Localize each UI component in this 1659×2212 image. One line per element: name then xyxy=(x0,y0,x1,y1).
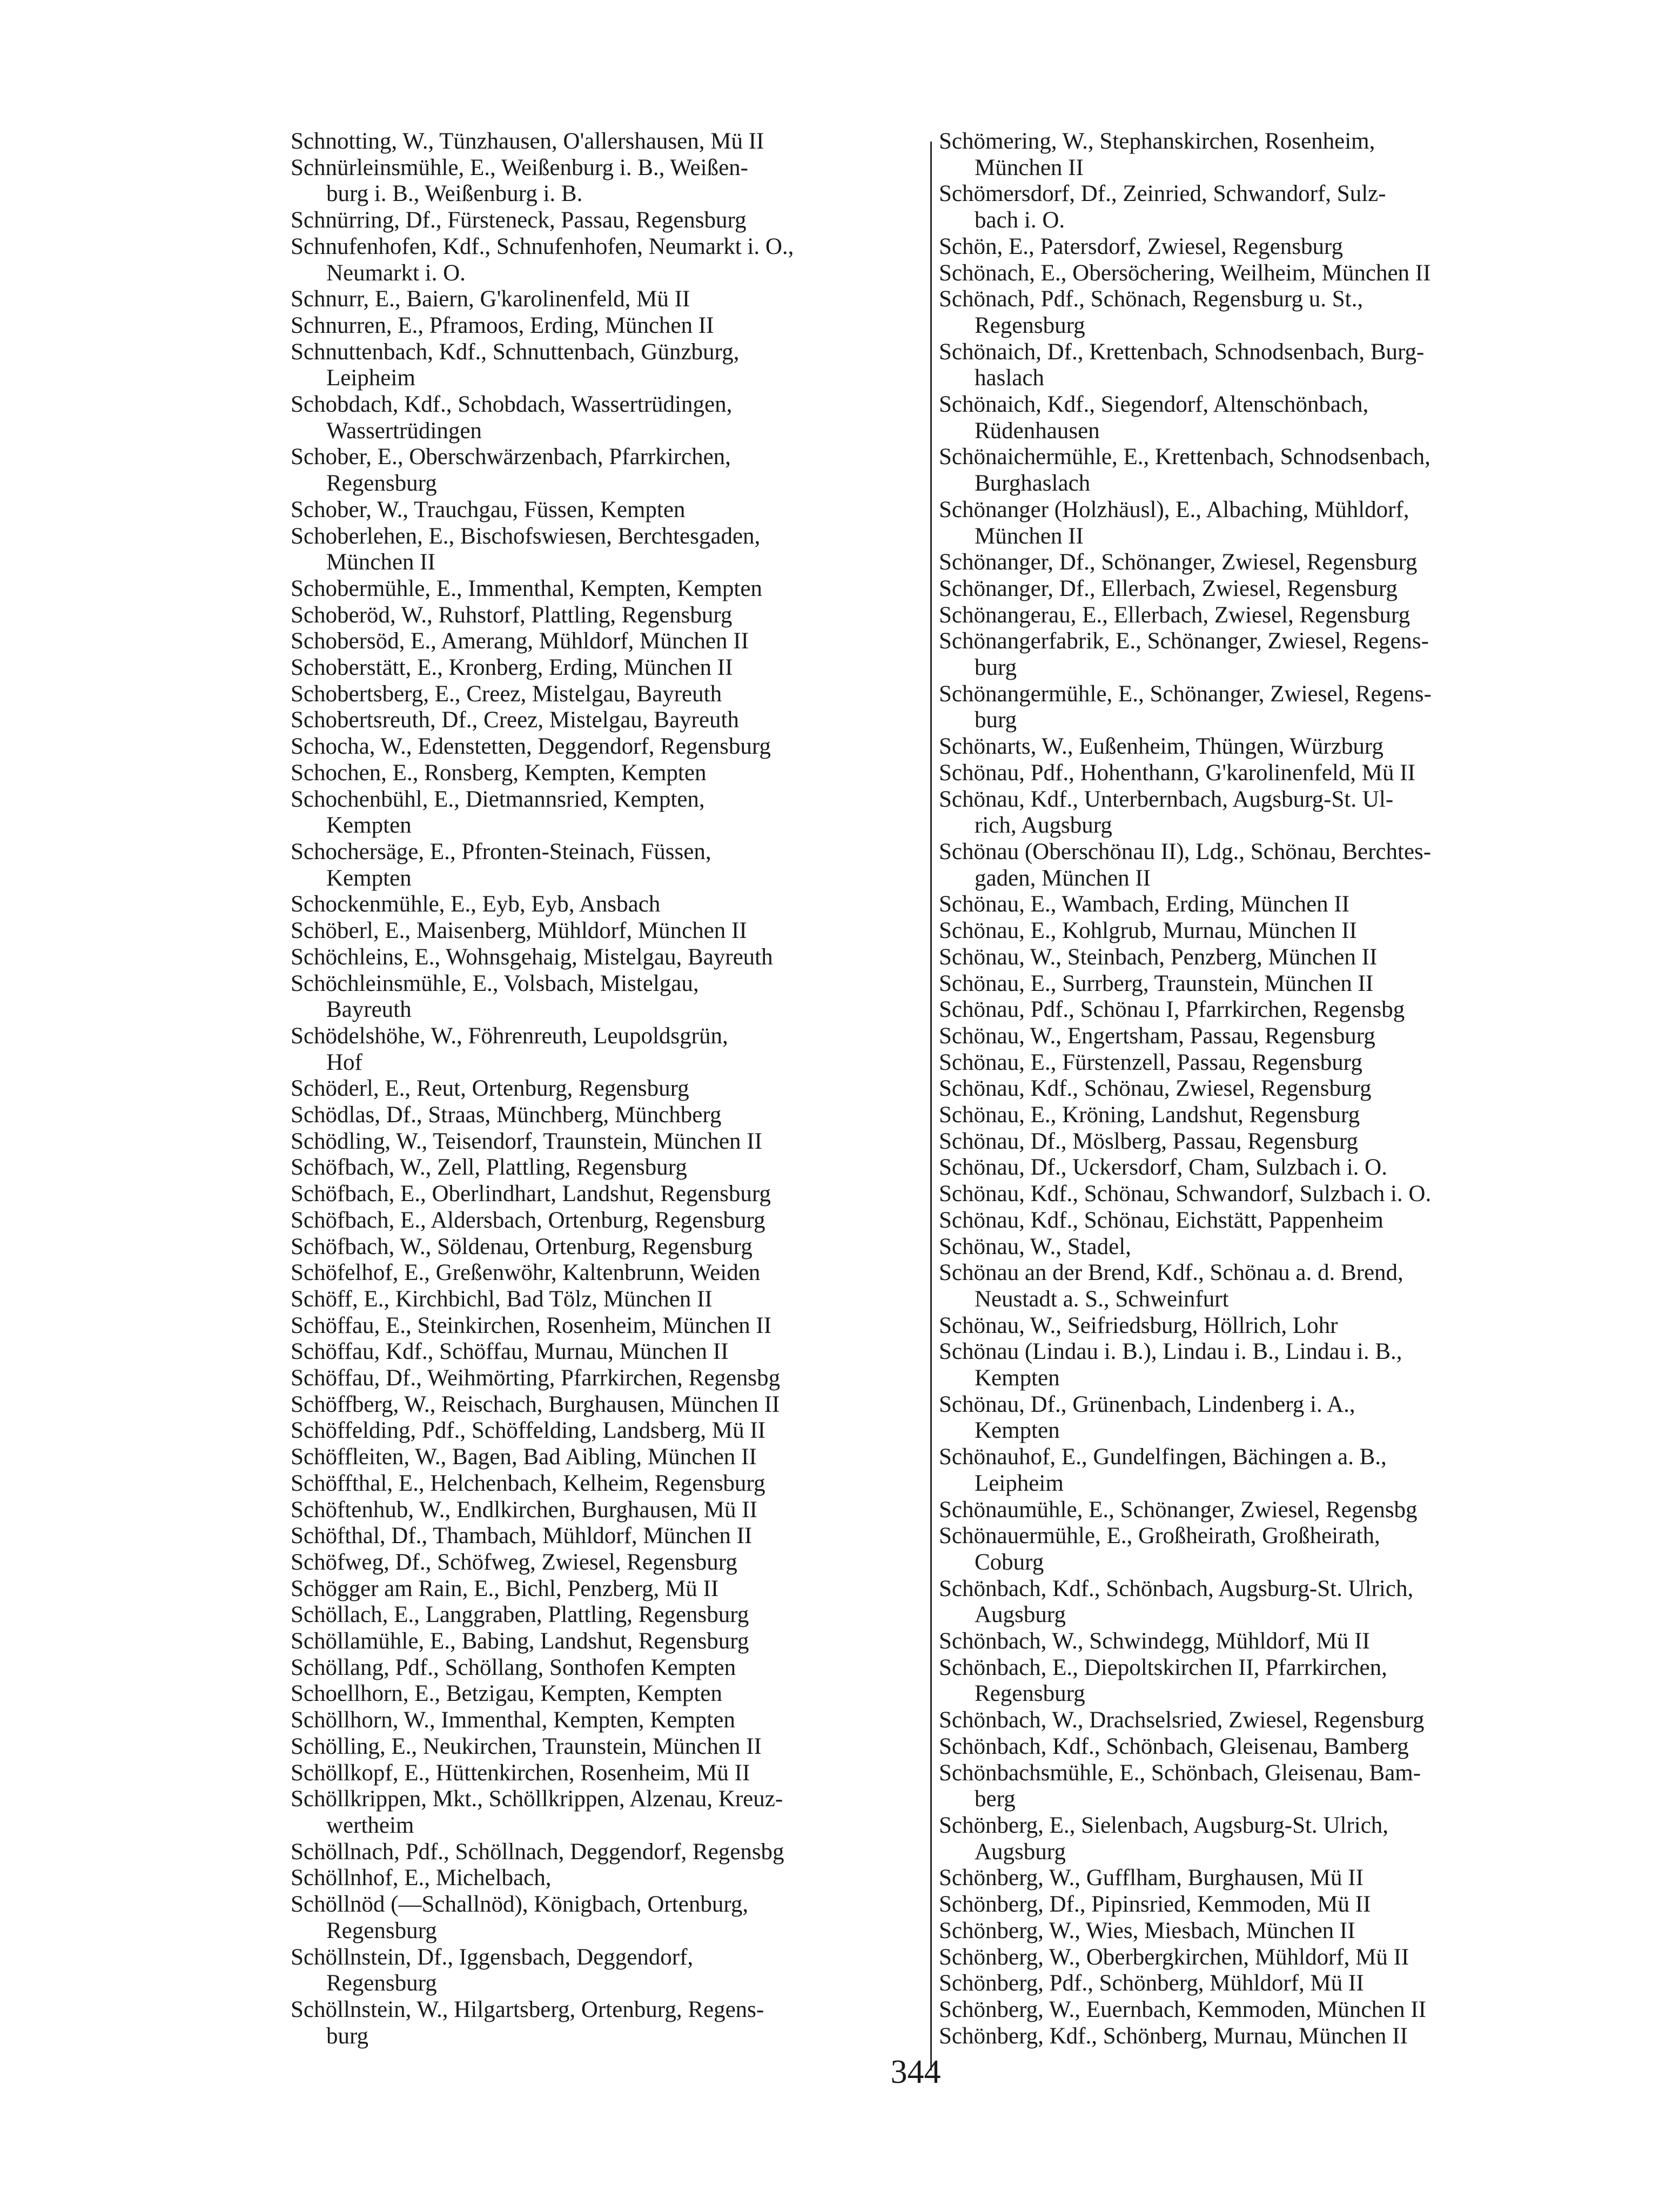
entry-continuation-line: Neumarkt i. O. xyxy=(326,260,466,286)
index-entry xyxy=(939,234,1560,260)
entry-line: Schönbachsmühle, E., Schönbach, Gleisenau, Bam- xyxy=(939,1760,1421,1786)
entry-line: Schöllamühle, E., Babing, Landshut, Regensburg xyxy=(291,1628,749,1654)
index-entry xyxy=(291,1155,923,1181)
entry-continuation-line: rich, Augsburg xyxy=(975,813,1112,839)
entry-line: Schober, E., Oberschwärzenbach, Pfarrkirchen, xyxy=(291,444,731,470)
entry-line: Schnürleinsmühle, E., Weißenburg i. B., Weißen- xyxy=(291,155,748,180)
entry-continuation-line: Augsburg xyxy=(975,1602,1066,1628)
index-entry xyxy=(939,760,1560,787)
entry-continuation-line: Burghaslach xyxy=(975,471,1091,497)
entry-line: Schön, E., Patersdorf, Zwiesel, Regensburg xyxy=(939,233,1343,259)
entry-line: Schöffberg, W., Reischach, Burghausen, München II xyxy=(291,1391,780,1417)
index-entry xyxy=(291,1760,923,1787)
entry-line: Schönau, E., Kröning, Landshut, Regensburg xyxy=(939,1102,1360,1128)
entry-line: Schönbach, Kdf., Schönbach, Augsburg-St. Ulrich, xyxy=(939,1576,1414,1601)
entry-line: Schnürring, Df., Fürsteneck, Passau, Regensburg xyxy=(291,207,747,233)
right-column xyxy=(939,129,1560,2049)
index-entry xyxy=(291,1102,923,1129)
index-entry xyxy=(939,602,1560,629)
entry-line: Schönau, W., Stadel, xyxy=(939,1234,1131,1259)
index-entry xyxy=(939,392,1560,444)
index-entry xyxy=(291,1313,923,1339)
entry-line: Schöftenhub, W., Endlkirchen, Burghausen, Mü II xyxy=(291,1497,757,1523)
index-entry xyxy=(291,207,923,234)
index-entry xyxy=(291,1602,923,1628)
index-entry xyxy=(939,1102,1560,1129)
index-entry xyxy=(939,181,1560,233)
entry-continuation-line: Leipheim xyxy=(326,365,415,391)
entry-line: Schönanger (Holzhäusl), E., Albaching, Mühldorf, xyxy=(939,497,1409,522)
entry-line: Schöllnstein, Df., Iggensbach, Deggendorf, xyxy=(291,1944,694,1970)
index-entry xyxy=(291,602,923,629)
entry-line: Schöffelding, Pdf., Schöffelding, Landsberg, Mü II xyxy=(291,1418,766,1444)
entry-line: Schönauermühle, E., Großheirath, Großheirath, xyxy=(939,1523,1380,1549)
entry-line: Schöllach, E., Langgraben, Plattling, Regensburg xyxy=(291,1602,749,1628)
entry-line: Schockenmühle, E., Eyb, Eyb, Ansbach xyxy=(291,891,661,917)
entry-line: Schönau, E., Wambach, Erding, München II xyxy=(939,891,1349,917)
entry-line: Schönaich, Df., Krettenbach, Schnodsenbach, Burg- xyxy=(939,339,1425,365)
entry-line: Schöfbach, W., Zell, Plattling, Regensburg xyxy=(291,1155,687,1181)
entry-line: Schönanger, Df., Schönanger, Zwiesel, Regensburg xyxy=(939,549,1418,575)
index-entry xyxy=(939,1760,1560,1813)
index-entry xyxy=(291,234,923,286)
entry-line: Schönbach, E., Diepoltskirchen II, Pfarrkirchen, xyxy=(939,1654,1387,1680)
index-entry xyxy=(939,997,1560,1023)
entry-continuation-line: Hof xyxy=(326,1049,362,1075)
index-entry xyxy=(291,1576,923,1603)
entry-line: Schöfweg, Df., Schöfweg, Zwiesel, Regensburg xyxy=(291,1549,737,1575)
entry-line: Schöberl, E., Maisenberg, Mühldorf, München II xyxy=(291,918,747,944)
index-entry xyxy=(939,1523,1560,1576)
entry-line: Schöllnöd (—Schallnöd), Königbach, Ortenburg, xyxy=(291,1892,749,1918)
entry-line: Schöffthal, E., Helchenbach, Kelheim, Regensburg xyxy=(291,1470,765,1496)
entry-line: Schönangermühle, E., Schönanger, Zwiesel, Regens- xyxy=(939,681,1432,707)
entry-line: Schönau, Kdf., Schönau, Zwiesel, Regensburg xyxy=(939,1076,1372,1102)
entry-line: Schöchleinsmühle, E., Volsbach, Mistelgau, xyxy=(291,970,699,996)
entry-line: Schönbach, W., Schwindegg, Mühldorf, Mü II xyxy=(939,1628,1370,1654)
index-entry xyxy=(939,1129,1560,1155)
index-entry xyxy=(291,1234,923,1261)
index-entry xyxy=(939,1707,1560,1734)
index-entry xyxy=(939,944,1560,971)
entry-line: Schönau, W., Seifriedsburg, Höllrich, Lohr xyxy=(939,1312,1338,1338)
entry-line: Schöfelhof, E., Greßenwöhr, Kaltenbrunn, Weiden xyxy=(291,1260,761,1286)
entry-line: Schnufenhofen, Kdf., Schnufenhofen, Neumarkt i. O., xyxy=(291,233,794,259)
entry-continuation-line: bach i. O. xyxy=(975,207,1065,233)
entry-continuation-line: Rüdenhausen xyxy=(975,418,1100,444)
entry-line: Schönau, Df., Möslberg, Passau, Regensburg xyxy=(939,1128,1358,1154)
entry-line: Schöfbach, E., Aldersbach, Ortenburg, Regensburg xyxy=(291,1207,765,1233)
entry-continuation-line: Leipheim xyxy=(975,1470,1064,1496)
index-entry xyxy=(939,1260,1560,1312)
index-entry xyxy=(939,260,1560,287)
index-entry xyxy=(291,1707,923,1734)
entry-line: Schödelshöhe, W., Föhrenreuth, Leupoldsgrün, xyxy=(291,1023,728,1049)
index-entry xyxy=(291,944,923,971)
index-entry xyxy=(291,1023,923,1076)
entry-line: Schönangerau, E., Ellerbach, Zwiesel, Regensburg xyxy=(939,602,1411,628)
entry-line: Schoberöd, W., Ruhstorf, Plattling, Regensburg xyxy=(291,602,733,628)
index-entry xyxy=(939,1076,1560,1102)
entry-line: Schönaich, Kdf., Siegendorf, Altenschönbach, xyxy=(939,392,1369,418)
index-entry xyxy=(939,1865,1560,1892)
index-entry xyxy=(939,2023,1560,2050)
index-entry xyxy=(939,891,1560,918)
entry-line: Schoberstätt, E., Kronberg, Erding, München II xyxy=(291,655,733,681)
index-entry xyxy=(291,1550,923,1576)
entry-line: Schönau, Df., Uckersdorf, Cham, Sulzbach i. O. xyxy=(939,1155,1387,1181)
index-entry xyxy=(291,129,923,155)
index-entry xyxy=(291,1076,923,1102)
index-entry xyxy=(291,1365,923,1392)
index-entry xyxy=(291,1655,923,1681)
index-entry xyxy=(939,1208,1560,1234)
entry-line: Schönaichermühle, E., Krettenbach, Schnodsenbach, xyxy=(939,444,1430,470)
index-entry xyxy=(939,1813,1560,1865)
index-entry xyxy=(291,1129,923,1155)
index-entry xyxy=(939,286,1560,339)
index-entry xyxy=(939,971,1560,997)
index-entry xyxy=(291,734,923,760)
entry-line: Schobdach, Kdf., Schobdach, Wassertrüdingen, xyxy=(291,392,733,418)
index-entry xyxy=(291,1339,923,1365)
entry-line: Schöllang, Pdf., Schöllang, Sonthofen Kempten xyxy=(291,1654,736,1680)
entry-continuation-line: Regensburg xyxy=(326,1970,437,1996)
entry-line: Schnurr, E., Baiern, G'karolinenfeld, Mü II xyxy=(291,286,690,312)
index-entry xyxy=(291,760,923,787)
entry-line: Schölling, E., Neukirchen, Traunstein, München II xyxy=(291,1733,762,1759)
index-entry xyxy=(291,392,923,444)
index-entry xyxy=(939,787,1560,839)
entry-line: Schönau, Pdf., Hohenthann, G'karolinenfeld, Mü II xyxy=(939,760,1415,786)
entry-continuation-line: Kempten xyxy=(975,1365,1060,1391)
index-entry xyxy=(939,1181,1560,1208)
entry-continuation-line: gaden, München II xyxy=(975,865,1151,891)
index-entry xyxy=(291,1945,923,1997)
index-entry xyxy=(291,918,923,944)
index-entry xyxy=(939,1628,1560,1655)
entry-line: Schoberlehen, E., Bischofswiesen, Berchtesgaden, xyxy=(291,523,761,549)
index-entry xyxy=(939,1655,1560,1707)
entry-line: Schoellhorn, E., Betzigau, Kempten, Kempten xyxy=(291,1681,722,1707)
entry-line: Schönberg, W., Euernbach, Kemmoden, München II xyxy=(939,1996,1426,2022)
entry-continuation-line: berg xyxy=(975,1786,1016,1812)
index-entry xyxy=(291,1418,923,1444)
entry-continuation-line: Regensburg xyxy=(326,471,437,497)
index-entry xyxy=(939,1023,1560,1050)
index-entry xyxy=(939,339,1560,392)
index-entry xyxy=(939,1970,1560,1997)
index-entry xyxy=(291,1839,923,1866)
entry-line: Schöllnstein, W., Hilgartsberg, Ortenburg, Regens- xyxy=(291,1996,764,2022)
entry-line: Schönangerfabrik, E., Schönanger, Zwiesel, Regens- xyxy=(939,628,1429,654)
index-entry xyxy=(291,1892,923,1944)
entry-line: Schöffau, Kdf., Schöffau, Murnau, München II xyxy=(291,1339,729,1365)
entry-line: Schochersäge, E., Pfronten-Steinach, Füssen, xyxy=(291,839,711,864)
index-entry xyxy=(939,1339,1560,1391)
entry-line: Schönarts, W., Eußenheim, Thüngen, Würzburg xyxy=(939,734,1383,760)
index-entry xyxy=(939,1313,1560,1339)
entry-line: Schöffau, Df., Weihmörting, Pfarrkirchen, Regensbg xyxy=(291,1365,781,1391)
entry-line: Schönau (Oberschönau II), Ldg., Schönau, Berchtes- xyxy=(939,839,1432,864)
entry-line: Schochenbühl, E., Dietmannsried, Kempten, xyxy=(291,786,705,812)
entry-continuation-line: München II xyxy=(326,549,435,575)
index-entry xyxy=(291,1681,923,1707)
entry-line: Schöchleins, E., Wohnsgehaig, Mistelgau, Bayreuth xyxy=(291,944,773,970)
entry-line: Schönberg, Kdf., Schönberg, Murnau, München II xyxy=(939,2023,1408,2049)
entry-line: Schönauhof, E., Gundelfingen, Bächingen a. B., xyxy=(939,1444,1387,1470)
entry-continuation-line: München II xyxy=(975,155,1084,180)
index-entry xyxy=(291,497,923,524)
entry-line: Schönbach, Kdf., Schönbach, Gleisenau, Bamberg xyxy=(939,1733,1409,1759)
index-entry xyxy=(291,891,923,918)
entry-line: Schönaumühle, E., Schönanger, Zwiesel, Regensbg xyxy=(939,1497,1418,1523)
entry-line: Schödlas, Df., Straas, Münchberg, Münchberg xyxy=(291,1102,722,1128)
index-entry xyxy=(291,1286,923,1313)
index-entry xyxy=(291,787,923,839)
index-entry xyxy=(291,1997,923,2049)
index-entry xyxy=(939,444,1560,497)
entry-line: Schömersdorf, Df., Zeinried, Schwandorf, Sulz- xyxy=(939,181,1386,207)
entry-line: Schönau, W., Steinbach, Penzberg, München II xyxy=(939,944,1378,970)
index-entry xyxy=(291,524,923,576)
entry-continuation-line: burg xyxy=(326,2023,369,2049)
entry-line: Schönberg, W., Oberbergkirchen, Mühldorf, Mü II xyxy=(939,1944,1409,1970)
index-entry xyxy=(939,1497,1560,1524)
entry-continuation-line: Kempten xyxy=(326,813,412,839)
index-entry xyxy=(291,1208,923,1234)
entry-line: Schönau, E., Kohlgrub, Murnau, München II xyxy=(939,918,1357,944)
entry-continuation-line: Coburg xyxy=(975,1549,1044,1575)
entry-line: Schobertsreuth, Df., Creez, Mistelgau, Bayreuth xyxy=(291,707,739,733)
entry-continuation-line: haslach xyxy=(975,365,1044,391)
entry-line: Schönau, E., Fürstenzell, Passau, Regensburg xyxy=(939,1049,1362,1075)
entry-line: Schöfthal, Df., Thambach, Mühldorf, München II xyxy=(291,1523,753,1549)
entry-line: Schöfbach, W., Söldenau, Ortenburg, Regensburg xyxy=(291,1234,753,1259)
entry-continuation-line: burg xyxy=(975,707,1017,733)
index-entry xyxy=(939,1945,1560,1971)
index-entry xyxy=(939,1997,1560,2023)
index-entry xyxy=(291,1181,923,1208)
entry-line: Schönach, Pdf., Schönach, Regensburg u. St., xyxy=(939,286,1364,312)
index-entry xyxy=(291,444,923,497)
entry-line: Schobertsberg, E., Creez, Mistelgau, Bayreuth xyxy=(291,681,722,707)
index-entry xyxy=(291,839,923,891)
entry-line: Schöllkopf, E., Hüttenkirchen, Rosenheim, Mü II xyxy=(291,1760,750,1786)
index-entry xyxy=(939,1444,1560,1497)
index-entry xyxy=(939,839,1560,891)
entry-line: Schönau, Kdf., Schönau, Eichstätt, Pappenheim xyxy=(939,1207,1383,1233)
left-column xyxy=(291,129,923,2049)
entry-line: Schögger am Rain, E., Bichl, Penzberg, Mü II xyxy=(291,1576,719,1601)
index-entry xyxy=(291,1444,923,1471)
entry-continuation-line: Bayreuth xyxy=(326,997,412,1023)
entry-line: Schober, W., Trauchgau, Füssen, Kempten xyxy=(291,497,686,522)
index-entry xyxy=(939,497,1560,549)
index-entry xyxy=(939,918,1560,944)
entry-line: Schöffau, E., Steinkirchen, Rosenheim, München II xyxy=(291,1312,772,1338)
entry-line: Schönau, Df., Grünenbach, Lindenberg i. A., xyxy=(939,1391,1355,1417)
index-entry xyxy=(291,655,923,681)
entry-line: Schobermühle, E., Immenthal, Kempten, Kempten xyxy=(291,575,762,601)
index-entry xyxy=(939,628,1560,681)
index-entry xyxy=(291,707,923,734)
index-entry xyxy=(291,339,923,392)
entry-continuation-line: Regensburg xyxy=(975,1681,1085,1707)
entry-continuation-line: Augsburg xyxy=(975,1839,1066,1865)
index-entry xyxy=(291,313,923,339)
index-entry xyxy=(291,1628,923,1655)
index-entry xyxy=(939,1234,1560,1261)
entry-continuation-line: Neustadt a. S., Schweinfurt xyxy=(975,1286,1229,1312)
index-entry xyxy=(291,1734,923,1760)
index-entry xyxy=(291,155,923,207)
entry-line: Schocha, W., Edenstetten, Deggendorf, Regensburg xyxy=(291,734,771,760)
entry-line: Schnotting, W., Tünzhausen, O'allershausen, Mü II xyxy=(291,129,764,154)
entry-line: Schönberg, W., Wies, Miesbach, München II xyxy=(939,1918,1355,1943)
entry-line: Schnuttenbach, Kdf., Schnuttenbach, Günzburg, xyxy=(291,339,740,365)
entry-line: Schönbach, W., Drachselsried, Zwiesel, Regensburg xyxy=(939,1707,1425,1733)
index-entry xyxy=(291,1260,923,1286)
entry-line: Schönau, E., Surrberg, Traunstein, München II xyxy=(939,970,1374,996)
entry-line: Schönau, Kdf., Schönau, Schwandorf, Sulzbach i. O. xyxy=(939,1181,1432,1207)
index-entry xyxy=(939,576,1560,602)
entry-line: Schöllnach, Pdf., Schöllnach, Deggendorf, Regensbg xyxy=(291,1839,784,1865)
index-entry xyxy=(939,1155,1560,1181)
entry-continuation-line: burg xyxy=(975,655,1017,681)
entry-line: Schöllnhof, E., Michelbach, xyxy=(291,1865,552,1891)
entry-continuation-line: burg i. B., Weißenburg i. B. xyxy=(326,181,583,207)
index-entry xyxy=(939,681,1560,734)
index-entry xyxy=(291,1865,923,1892)
index-entry xyxy=(291,1497,923,1524)
entry-continuation-line: wertheim xyxy=(326,1813,414,1838)
entry-line: Schöfbach, E., Oberlindhart, Landshut, Regensburg xyxy=(291,1181,771,1207)
index-entry xyxy=(939,1050,1560,1076)
index-entry xyxy=(939,1918,1560,1945)
entry-line: Schönau, W., Engertsham, Passau, Regensburg xyxy=(939,1023,1375,1049)
entry-line: Schönau (Lindau i. B.), Lindau i. B., Lindau i. B., xyxy=(939,1339,1402,1365)
column-divider xyxy=(930,142,932,2070)
entry-line: Schönau, Kdf., Unterbernbach, Augsburg-St. Ul- xyxy=(939,786,1394,812)
index-entry xyxy=(291,1392,923,1418)
entry-continuation-line: Regensburg xyxy=(975,312,1085,338)
entry-continuation-line: Regensburg xyxy=(326,1918,437,1943)
entry-line: Schönach, E., Obersöchering, Weilheim, München II xyxy=(939,260,1431,286)
index-entry xyxy=(291,1786,923,1839)
entry-line: Schönau, Pdf., Schönau I, Pfarrkirchen, Regensbg xyxy=(939,997,1405,1023)
entry-line: Schochen, E., Ronsberg, Kempten, Kempten xyxy=(291,760,707,786)
index-entry xyxy=(939,1392,1560,1444)
entry-line: Schömering, W., Stephanskirchen, Rosenheim, xyxy=(939,129,1375,154)
entry-line: Schnurren, E., Pframoos, Erding, München II xyxy=(291,312,714,338)
entry-line: Schönberg, Df., Pipinsried, Kemmoden, Mü II xyxy=(939,1892,1371,1918)
entry-line: Schöff, E., Kirchbichl, Bad Tölz, München II xyxy=(291,1286,713,1312)
index-entry xyxy=(939,734,1560,760)
entry-line: Schönberg, W., Gufflham, Burghausen, Mü II xyxy=(939,1865,1364,1891)
entry-line: Schönau an der Brend, Kdf., Schönau a. d. Brend, xyxy=(939,1260,1403,1286)
index-entry xyxy=(291,681,923,708)
entry-continuation-line: München II xyxy=(975,523,1084,549)
index-entry xyxy=(291,286,923,313)
index-entry xyxy=(939,1576,1560,1628)
entry-line: Schöffleiten, W., Bagen, Bad Aibling, München II xyxy=(291,1444,757,1470)
index-entry xyxy=(939,1892,1560,1918)
entry-continuation-line: Wassertrüdingen xyxy=(326,418,482,444)
entry-continuation-line: Kempten xyxy=(326,865,412,891)
index-entry xyxy=(291,1471,923,1497)
index-entry xyxy=(939,129,1560,181)
entry-line: Schönberg, Pdf., Schönberg, Mühldorf, Mü II xyxy=(939,1970,1364,1996)
entry-line: Schöllkrippen, Mkt., Schöllkrippen, Alzenau, Kreuz- xyxy=(291,1786,783,1812)
index-entry xyxy=(939,1734,1560,1760)
entry-line: Schöllhorn, W., Immenthal, Kempten, Kempten xyxy=(291,1707,735,1733)
page-number: 344 xyxy=(890,2054,941,2090)
entry-line: Schöderl, E., Reut, Ortenburg, Regensburg xyxy=(291,1076,689,1102)
index-entry xyxy=(939,549,1560,576)
entry-line: Schobersöd, E., Amerang, Mühldorf, München II xyxy=(291,628,749,654)
index-entry xyxy=(291,628,923,655)
index-entry xyxy=(291,576,923,602)
entry-line: Schödling, W., Teisendorf, Traunstein, München II xyxy=(291,1128,762,1154)
entry-line: Schönanger, Df., Ellerbach, Zwiesel, Regensburg xyxy=(939,575,1398,601)
index-entry xyxy=(291,971,923,1023)
index-entry xyxy=(291,1523,923,1550)
entry-line: Schönberg, E., Sielenbach, Augsburg-St. Ulrich, xyxy=(939,1813,1389,1838)
entry-continuation-line: Kempten xyxy=(975,1418,1060,1444)
